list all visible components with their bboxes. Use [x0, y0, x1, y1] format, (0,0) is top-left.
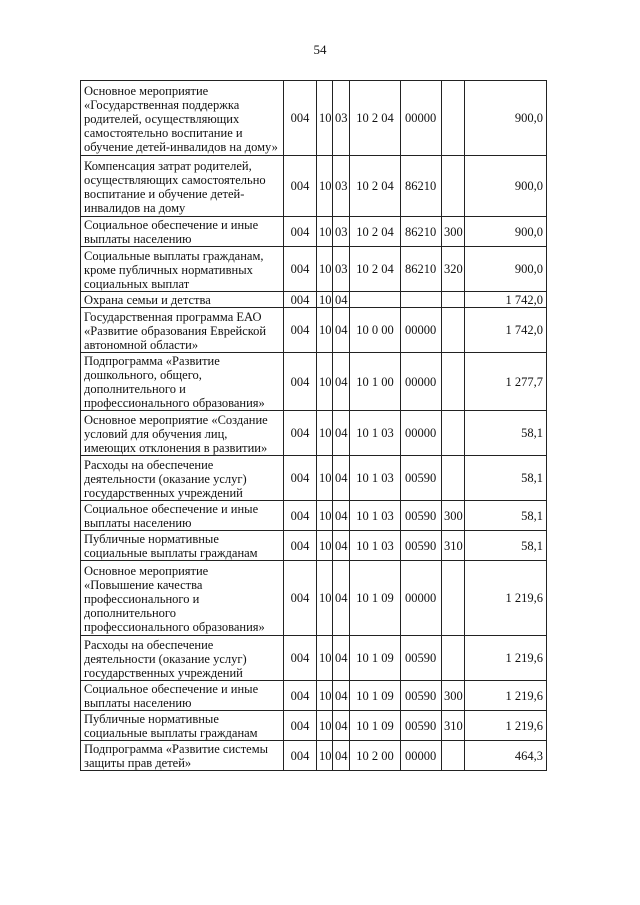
section-code: 10 — [317, 292, 333, 308]
amount: 1 219,6 — [465, 681, 547, 711]
amount: 900,0 — [465, 247, 547, 292]
program-code: 10 2 04 — [350, 156, 401, 217]
amount: 464,3 — [465, 741, 547, 771]
grbs-code: 004 — [284, 531, 317, 561]
table-row — [81, 308, 547, 353]
program-code: 10 1 03 — [350, 531, 401, 561]
row-name: Расходы на обеспечение деятельности (оказание услуг) государственных учреждений — [81, 456, 284, 501]
row-name: Социальное обеспечение и иные выплаты населению — [81, 501, 284, 531]
row-name: Социальные выплаты гражданам, кроме публичных нормативных социальных выплат — [81, 247, 284, 292]
program-code: 10 2 00 — [350, 741, 401, 771]
program-code: 10 1 03 — [350, 411, 401, 456]
table-row — [81, 531, 547, 561]
subsection-code: 04 — [333, 292, 350, 308]
expense-type-code: 300 — [442, 501, 465, 531]
direction-code: 00000 — [401, 741, 442, 771]
section-code: 10 — [317, 456, 333, 501]
expense-type-code — [442, 308, 465, 353]
page-number: 54 — [313, 42, 327, 57]
table-row — [81, 741, 547, 771]
subsection-code: 03 — [333, 217, 350, 247]
amount: 900,0 — [465, 217, 547, 247]
program-code: 10 1 03 — [350, 501, 401, 531]
section-code: 10 — [317, 247, 333, 292]
program-code: 10 1 09 — [350, 681, 401, 711]
section-code: 10 — [317, 711, 333, 741]
subsection-code: 04 — [333, 501, 350, 531]
grbs-code: 004 — [284, 156, 317, 217]
program-code: 10 2 04 — [350, 217, 401, 247]
direction-code: 00000 — [401, 353, 442, 411]
expense-type-code — [442, 353, 465, 411]
table-row — [81, 411, 547, 456]
table-row — [81, 217, 547, 247]
subsection-code: 04 — [333, 636, 350, 681]
program-code: 10 2 04 — [350, 247, 401, 292]
program-code: 10 1 09 — [350, 561, 401, 636]
expense-type-code: 300 — [442, 681, 465, 711]
expense-type-code: 300 — [442, 217, 465, 247]
section-code: 10 — [317, 681, 333, 711]
table-row — [81, 501, 547, 531]
grbs-code: 004 — [284, 561, 317, 636]
table-row — [81, 561, 547, 636]
section-code: 10 — [317, 81, 333, 156]
row-name: Подпрограмма «Развитие системы защиты прав детей» — [81, 741, 284, 771]
expense-type-code — [442, 292, 465, 308]
subsection-code: 03 — [333, 81, 350, 156]
budget-table — [80, 80, 547, 771]
row-name: Публичные нормативные социальные выплаты гражданам — [81, 531, 284, 561]
row-name: Публичные нормативные социальные выплаты гражданам — [81, 711, 284, 741]
grbs-code: 004 — [284, 741, 317, 771]
amount: 58,1 — [465, 531, 547, 561]
direction-code: 00000 — [401, 411, 442, 456]
amount: 900,0 — [465, 156, 547, 217]
table-row — [81, 81, 547, 156]
grbs-code: 004 — [284, 681, 317, 711]
amount: 1 219,6 — [465, 561, 547, 636]
program-code — [350, 292, 401, 308]
row-name: Государственная программа ЕАО «Развитие образования Еврейской автономной области» — [81, 308, 284, 353]
expense-type-code — [442, 636, 465, 681]
subsection-code: 04 — [333, 456, 350, 501]
expense-type-code — [442, 741, 465, 771]
grbs-code: 004 — [284, 636, 317, 681]
direction-code: 00590 — [401, 456, 442, 501]
grbs-code: 004 — [284, 81, 317, 156]
direction-code: 00590 — [401, 531, 442, 561]
program-code: 10 2 04 — [350, 81, 401, 156]
amount: 1 219,6 — [465, 636, 547, 681]
direction-code: 00000 — [401, 561, 442, 636]
section-code: 10 — [317, 308, 333, 353]
direction-code: 00000 — [401, 81, 442, 156]
amount: 58,1 — [465, 411, 547, 456]
amount: 1 742,0 — [465, 308, 547, 353]
amount: 1 219,6 — [465, 711, 547, 741]
subsection-code: 04 — [333, 411, 350, 456]
amount: 1 742,0 — [465, 292, 547, 308]
amount: 58,1 — [465, 501, 547, 531]
row-name: Охрана семьи и детства — [81, 292, 284, 308]
row-name: Основное мероприятие «Государственная поддержка родителей, осуществляющих самостоятельно воспитание и обучение детей-инвалидов на дому» — [81, 81, 284, 156]
table-row — [81, 456, 547, 501]
grbs-code: 004 — [284, 217, 317, 247]
row-name: Социальное обеспечение и иные выплаты населению — [81, 681, 284, 711]
section-code: 10 — [317, 501, 333, 531]
grbs-code: 004 — [284, 411, 317, 456]
table-row — [81, 636, 547, 681]
grbs-code: 004 — [284, 247, 317, 292]
grbs-code: 004 — [284, 308, 317, 353]
subsection-code: 04 — [333, 353, 350, 411]
direction-code: 00590 — [401, 681, 442, 711]
expense-type-code — [442, 156, 465, 217]
expense-type-code: 320 — [442, 247, 465, 292]
program-code: 10 1 09 — [350, 711, 401, 741]
direction-code: 00590 — [401, 636, 442, 681]
section-code: 10 — [317, 217, 333, 247]
subsection-code: 04 — [333, 711, 350, 741]
amount: 1 277,7 — [465, 353, 547, 411]
direction-code — [401, 292, 442, 308]
expense-type-code — [442, 81, 465, 156]
row-name: Расходы на обеспечение деятельности (оказание услуг) государственных учреждений — [81, 636, 284, 681]
section-code: 10 — [317, 561, 333, 636]
expense-type-code — [442, 411, 465, 456]
program-code: 10 1 03 — [350, 456, 401, 501]
direction-code: 00590 — [401, 711, 442, 741]
table-row — [81, 681, 547, 711]
amount: 58,1 — [465, 456, 547, 501]
program-code: 10 1 00 — [350, 353, 401, 411]
table-body — [81, 81, 547, 771]
subsection-code: 04 — [333, 681, 350, 711]
grbs-code: 004 — [284, 711, 317, 741]
subsection-code: 04 — [333, 308, 350, 353]
grbs-code: 004 — [284, 353, 317, 411]
table-row — [81, 711, 547, 741]
expense-type-code: 310 — [442, 531, 465, 561]
row-name: Основное мероприятие «Повышение качества профессионального и дополнительного профессионального образования» — [81, 561, 284, 636]
table-row — [81, 292, 547, 308]
grbs-code: 004 — [284, 501, 317, 531]
section-code: 10 — [317, 156, 333, 217]
row-name: Социальное обеспечение и иные выплаты населению — [81, 217, 284, 247]
direction-code: 00590 — [401, 501, 442, 531]
grbs-code: 004 — [284, 292, 317, 308]
section-code: 10 — [317, 531, 333, 561]
grbs-code: 004 — [284, 456, 317, 501]
expense-type-code: 310 — [442, 711, 465, 741]
direction-code: 86210 — [401, 156, 442, 217]
amount: 900,0 — [465, 81, 547, 156]
program-code: 10 0 00 — [350, 308, 401, 353]
section-code: 10 — [317, 411, 333, 456]
section-code: 10 — [317, 353, 333, 411]
table-row — [81, 247, 547, 292]
direction-code: 00000 — [401, 308, 442, 353]
subsection-code: 03 — [333, 247, 350, 292]
section-code: 10 — [317, 741, 333, 771]
row-name: Подпрограмма «Развитие дошкольного, общего, дополнительного и профессионального образования» — [81, 353, 284, 411]
direction-code: 86210 — [401, 247, 442, 292]
subsection-code: 04 — [333, 561, 350, 636]
direction-code: 86210 — [401, 217, 442, 247]
section-code: 10 — [317, 636, 333, 681]
program-code: 10 1 09 — [350, 636, 401, 681]
subsection-code: 04 — [333, 741, 350, 771]
expense-type-code — [442, 561, 465, 636]
row-name: Компенсация затрат родителей, осуществляющих самостоятельно воспитание и обучение детей-инвалидов на дому — [81, 156, 284, 217]
row-name: Основное мероприятие «Создание условий для обучения лиц, имеющих отклонения в развитии» — [81, 411, 284, 456]
subsection-code: 03 — [333, 156, 350, 217]
expense-type-code — [442, 456, 465, 501]
table-row — [81, 156, 547, 217]
table-row — [81, 353, 547, 411]
subsection-code: 04 — [333, 531, 350, 561]
